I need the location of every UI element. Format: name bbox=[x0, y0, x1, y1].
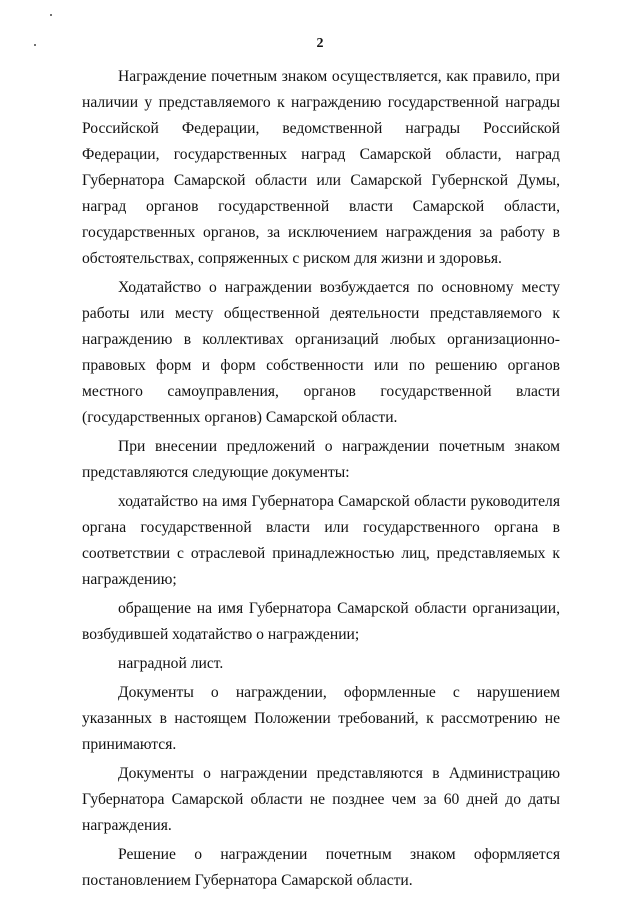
paragraph-submission-deadline: Документы о награждении представляются в Администрацию Губернатора Самарской области не позднее чем за 60 дней до даты награждения. bbox=[82, 765, 560, 834]
paragraph-document-petition: ходатайство на имя Губернатора Самарской области руководителя органа государственной власти или государственного органа в соответствии с отраслевой принадлежностью лиц, представляемых к награждению; bbox=[82, 493, 560, 588]
paragraph-petition-initiation: Ходатайство о награждении возбуждается по основному месту работы или месту общественной деятельности представляемого к награждению в коллективах организаций любых организационно-правовых форм и форм собственности или по решению органов местного самоуправления, органов государственной власти (государственных органов) Самарской области. bbox=[82, 279, 560, 426]
page-number: 2 bbox=[316, 36, 324, 51]
paragraph-award-decision: Решение о награждении почетным знаком оформляется постановлением Губернатора Самарской области. bbox=[82, 846, 560, 889]
paragraph-award-conditions: Награждение почетным знаком осуществляется, как правило, при наличии у представляемого к награждению государственной награды Российской Федерации, ведомственной награды Российской Федерации, государственных наград Самарской области, наград Губернатора Самарской области или Самарской Губернской Думы, наград органов государственной власти Самарской области, государственных органов, за исключением награждения за работу в обстоятельствах, сопряженных с риском для жизни и здоровья. bbox=[82, 68, 560, 267]
scan-speck bbox=[50, 14, 52, 16]
document-body bbox=[82, 64, 560, 897]
paragraph-document-award-sheet: наградной лист. bbox=[118, 655, 224, 672]
paragraph-rejection-rule: Документы о награждении, оформленные с нарушением указанных в настоящем Положении требований, к рассмотрению не принимаются. bbox=[82, 684, 560, 753]
paragraph-documents-intro: При внесении предложений о награждении почетным знаком представляются следующие документы: bbox=[82, 438, 560, 481]
paragraph-document-appeal: обращение на имя Губернатора Самарской области организации, возбудившей ходатайство о награждении; bbox=[82, 600, 560, 643]
